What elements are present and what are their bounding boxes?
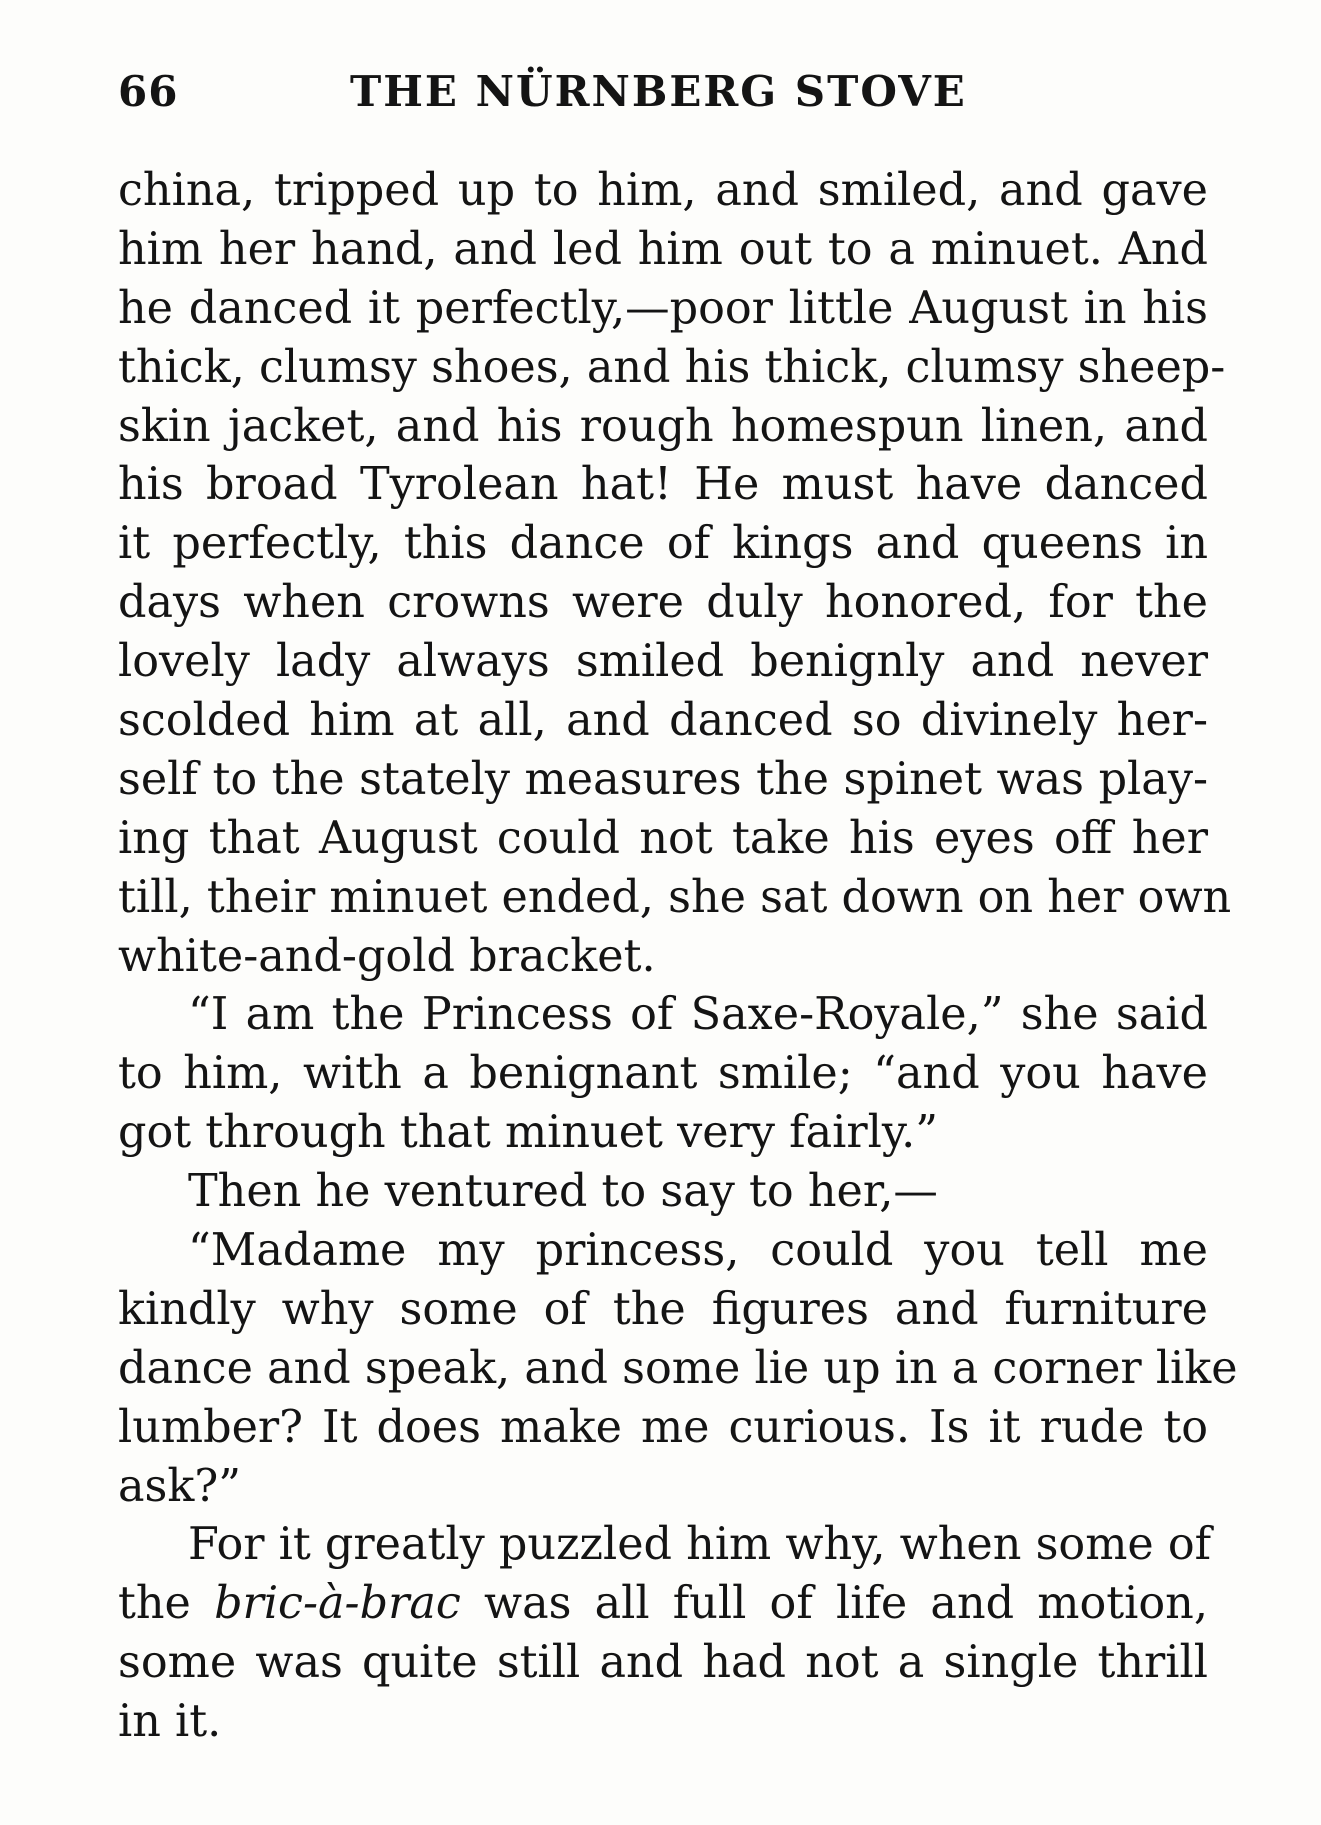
text-line: it perfectly, this dance of kings and queens in	[118, 518, 1208, 570]
text-fragment: the	[118, 1578, 215, 1630]
text-line: him her hand, and led him out to a minuet. And	[118, 223, 1208, 275]
running-title: THE NÜRNBERG STOVE	[350, 67, 967, 116]
text-fragment: was all full of life and motion,	[460, 1578, 1208, 1630]
text-line-with-italic	[118, 1575, 1208, 1634]
text-line: Then he ventured to say to her,—	[188, 1166, 938, 1218]
text-line: lovely lady always smiled benignly and never	[118, 636, 1208, 688]
text-line: got through that minuet very fairly.”	[118, 1107, 938, 1159]
paragraph-4	[118, 1222, 1238, 1516]
text-line: till, their minuet ended, she sat down on her own	[118, 871, 1232, 923]
text-line: days when crowns were duly honored, for the	[118, 577, 1208, 629]
text-line: “I am the Princess of Saxe-Royale,” she said	[188, 989, 1208, 1041]
paragraph-2	[118, 986, 1208, 1163]
text-line: “Madame my princess, could you tell me	[188, 1225, 1208, 1277]
text-line: ing that August could not take his eyes off her	[118, 812, 1208, 864]
text-line: china, tripped up to him, and smiled, and gave	[118, 165, 1208, 216]
text-line: thick, clumsy shoes, and his thick, clumsy sheep-	[118, 341, 1226, 393]
text-line: white-and-gold bracket.	[118, 930, 656, 982]
text-line: his broad Tyrolean hat! He must have danced	[118, 459, 1208, 511]
text-line: dance and speak, and some lie up in a corner like	[118, 1342, 1238, 1394]
text-line: kindly why some of the figures and furniture	[118, 1283, 1208, 1335]
page-header	[118, 62, 1208, 122]
text-line: ask?”	[118, 1460, 241, 1512]
paragraph-1	[118, 162, 1232, 986]
text-line: skin jacket, and his rough homespun linen, and	[118, 400, 1208, 452]
paragraph-5	[118, 1516, 1212, 1752]
text-line: lumber? It does make me curious. Is it rude to	[118, 1401, 1208, 1453]
text-line: he danced it perfectly,—poor little August in his	[118, 282, 1208, 334]
text-line: in it.	[118, 1696, 222, 1748]
text-line: self to the stately measures the spinet was play-	[118, 753, 1208, 805]
text-line: to him, with a benignant smile; “and you have	[118, 1048, 1208, 1100]
paragraph-3	[118, 1163, 1208, 1222]
text-line: some was quite still and had not a single thrill	[118, 1637, 1208, 1689]
italic-phrase: bric-à-brac	[214, 1578, 461, 1630]
text-line: For it greatly puzzled him why, when some of	[188, 1519, 1212, 1571]
text-line: scolded him at all, and danced so divinely her-	[118, 695, 1208, 747]
body-text	[118, 162, 1238, 1752]
page-number: 66	[118, 67, 179, 116]
